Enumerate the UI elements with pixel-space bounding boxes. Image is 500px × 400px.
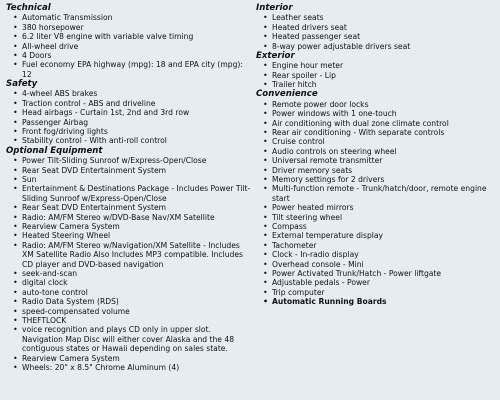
section-exterior: [256, 51, 496, 90]
feature-item: • Trailer hitch: [263, 80, 496, 89]
feature-item: • 4 Doors: [13, 51, 251, 60]
right-column: [256, 3, 496, 307]
feature-item: • 4-wheel ABS brakes: [13, 89, 251, 98]
feature-item: • Radio Data System (RDS): [13, 297, 251, 306]
feature-item: • Tachometer: [263, 241, 496, 250]
feature-item: • Multi-function remote - Trunk/hatch/door, remote engine start: [263, 184, 496, 203]
feature-item: • Power heated mirrors: [263, 203, 496, 212]
feature-item: • speed-compensated volume: [13, 307, 251, 316]
feature-item: • Adjustable pedals - Power: [263, 278, 496, 287]
feature-item: • Power Activated Trunk/Hatch - Power liftgate: [263, 269, 496, 278]
section-technical: [6, 3, 251, 79]
feature-item: • Heated Steering Wheel: [13, 231, 251, 240]
feature-item: • Automatic Transmission: [13, 13, 251, 22]
feature-item: • Rear Seat DVD Entertainment System: [13, 203, 251, 212]
feature-item-highlight: • Automatic Running Boards: [263, 297, 496, 306]
feature-list: [6, 13, 251, 79]
feature-item: • Heated drivers seat: [263, 23, 496, 32]
feature-item: • Rear spoiler - Lip: [263, 71, 496, 80]
feature-item: • Overhead console - Mini: [263, 260, 496, 269]
feature-list: [256, 61, 496, 89]
feature-item: • All-wheel drive: [13, 42, 251, 51]
feature-item: • Cruise control: [263, 137, 496, 146]
feature-item: • Memory settings for 2 drivers: [263, 175, 496, 184]
feature-item: • Stability control - With anti-roll control: [13, 136, 251, 145]
feature-item: • Rearview Camera System: [13, 222, 251, 231]
section-optional-equipment: [6, 146, 251, 373]
feature-list: [256, 100, 496, 307]
feature-item: • 6.2 liter V8 engine with variable valve timing: [13, 32, 251, 41]
section-convenience: [256, 89, 496, 306]
section-title: Interior: [256, 3, 293, 13]
feature-list: [6, 156, 251, 372]
feature-item: • Front fog/driving lights: [13, 127, 251, 136]
feature-item: • Trip computer: [263, 288, 496, 297]
feature-item: • Driver memory seats: [263, 166, 496, 175]
feature-item: • Entertainment & Destinations Package - Includes Power Tilt-Sliding Sunroof w/Express-Open/Close: [13, 184, 251, 203]
section-title: Convenience: [256, 89, 318, 100]
feature-item: • Universal remote transmitter: [263, 156, 496, 165]
feature-item: • Rear air conditioning - With separate controls: [263, 128, 496, 137]
feature-item: • External temperature display: [263, 231, 496, 240]
feature-item: • 380 horsepower: [13, 23, 251, 32]
feature-item: • Radio: AM/FM Stereo w/DVD-Base Nav/XM Satellite: [13, 213, 251, 222]
feature-item: • Compass: [263, 222, 496, 231]
feature-item: • auto-tone control: [13, 288, 251, 297]
feature-item: • Clock - In-radio display: [263, 250, 496, 259]
feature-item: • Traction control - ABS and driveline: [13, 99, 251, 108]
left-column: [6, 3, 251, 373]
feature-list: [6, 89, 251, 145]
section-safety: [6, 79, 251, 146]
section-title: Safety: [6, 79, 38, 90]
section-title: Exterior: [256, 50, 295, 61]
feature-item: • Passenger Airbag: [13, 118, 251, 127]
feature-item: • 8-way power adjustable drivers seat: [263, 42, 496, 51]
feature-item: • seek-and-scan: [13, 269, 251, 278]
feature-item: • Fuel economy EPA highway (mpg): 18 and EPA city (mpg): 12: [13, 60, 251, 79]
feature-item: • Radio: AM/FM Stereo w/Navigation/XM Satellite - Includes XM Satellite Radio Also Includes MP3 compatible. Includes CD player and DVD-based navigation: [13, 241, 251, 269]
feature-item: • Heated passenger seat: [263, 32, 496, 41]
feature-item: • Leather seats: [263, 13, 496, 22]
feature-item: • Tilt steering wheel: [263, 213, 496, 222]
feature-item: • Remote power door locks: [263, 100, 496, 109]
section-title: Technical: [6, 3, 51, 13]
feature-item: • digital clock: [13, 278, 251, 287]
feature-item: • voice recognition and plays CD only in upper slot. Navigation Map Disc will either cover Alaska and the 48 contiguous states or Hawaii depending on sales state.: [13, 325, 251, 353]
section-title: Optional Equipment: [6, 145, 103, 156]
feature-item: • Audio controls on steering wheel: [263, 147, 496, 156]
feature-item: • THEFTLOCK: [13, 316, 251, 325]
feature-list: [256, 13, 496, 51]
feature-item: • Rearview Camera System: [13, 354, 251, 363]
section-interior: [256, 3, 496, 51]
feature-item: • Power windows with 1 one-touch: [263, 109, 496, 118]
feature-item: • Engine hour meter: [263, 61, 496, 70]
feature-item: • Rear Seat DVD Entertainment System: [13, 166, 251, 175]
feature-item: • Head airbags - Curtain 1st, 2nd and 3rd row: [13, 108, 251, 117]
feature-item: • Sun: [13, 175, 251, 184]
feature-item: • Power Tilt-Sliding Sunroof w/Express-Open/Close: [13, 156, 251, 165]
feature-item: • Wheels: 20" x 8.5" Chrome Aluminum (4): [13, 363, 251, 372]
feature-item: • Air conditioning with dual zone climate control: [263, 119, 496, 128]
